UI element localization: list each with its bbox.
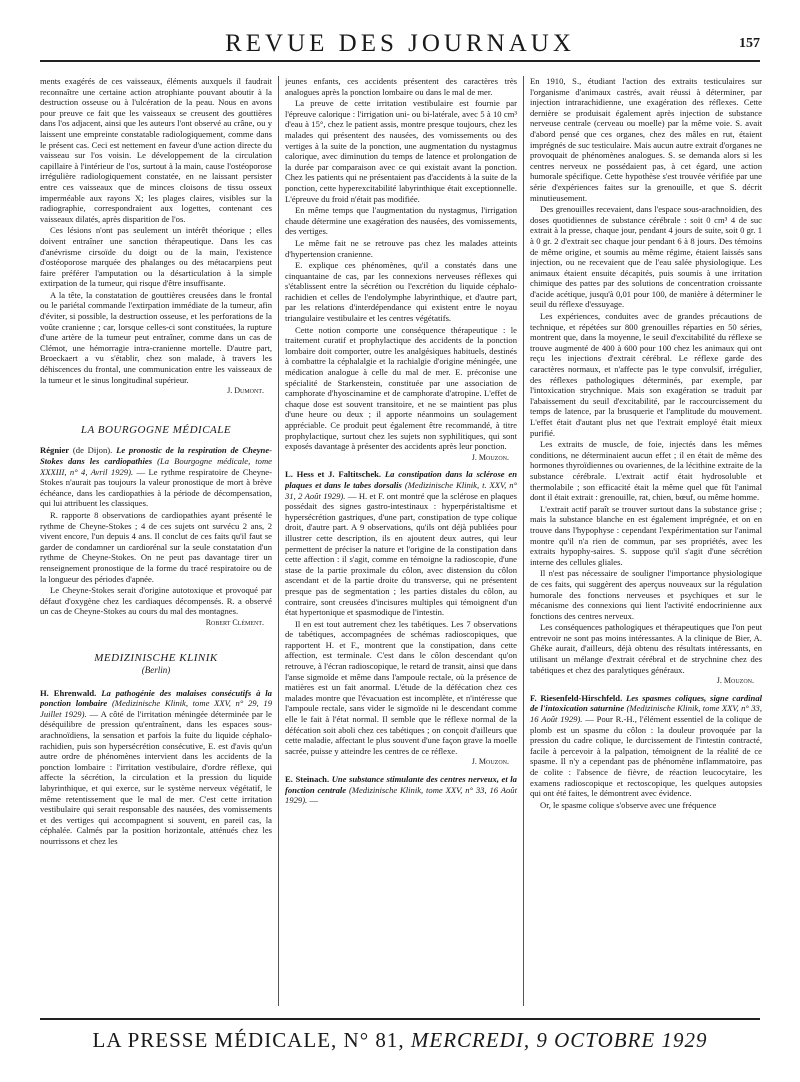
paragraph: A la tête, la constatation de gouttières creusées dans le frontal ou le pariétal commande l'extirpation immédiate de la tumeur, afin d'éviter, si possible, la destruction osseuse, et les perforations de la voûte cranienne ; car, lorsque celles-ci sont constituées, la rupture d'une artère de la tumeur peut entraîner, comme dans un cas de Clémot, une hémorragie intra-cranienne mortelle. D'autre part, Broeckaert a vu s'établir, chez son malade, à travers les déhiscences du frontal, une communication entre les vaisseaux de la tumeur et le sinus longitudinal supérieur.	[40, 289, 272, 385]
article-author: H. Ehrenwald.	[40, 687, 97, 698]
article-source: (Medizinische Klinik, tome XXV, n° 29, 19 Juillet 1929).	[40, 698, 272, 719]
article-title: La constipation dans la sclérose en plaques et dans le tabes dorsalis	[285, 469, 517, 490]
paragraph: Or, le spasme colique s'observe avec une fréquence	[540, 799, 717, 810]
article-heading	[40, 445, 272, 509]
paragraph: En 1910, S., étudiant l'action des extraits testiculaires sur l'organisme d'animaux castrés, avait réussi à déterminer, par injection intrarachidienne, une exagération des réflexes. Cette dernière se produisait également après injection de substance nerveuse centrale (cerveau ou moelle) par la même voie. S. avait d'abord pensé que ces organes, chez des mâles en rut, étaient imprégnés de suc testiculaire. Mais aucun autre extrait d'organes ne provoquait de phénomènes analogues. S. se demanda alors si les centres nerveux ne possédaient pas, à cet égard, une action humorale spécifique. Cette hypothèse s'est trouvée vérifiée par une série d'expériences faites sur la grenouille, et que S. décrit minutieusement.	[530, 76, 762, 203]
page-number: 157	[739, 36, 760, 51]
column-left	[40, 76, 272, 1006]
article-source: (Medizinische Klinik, tome XXV, n° 33, 16 Août 1929).	[285, 784, 517, 806]
paragraph: L'extrait actif paraît se trouver surtout dans la substance grise ; mais la substance blanche en est également imprégnée, et on en trouve dans l'hypophyse : cependant l'expérimentation sur l'animal montre qu'il n'a rien de commun, par ses propriétés, avec les extraits hypophy-saires. S. suppose qu'il s'agit d'une sécrétion interne des cellules gliales.	[530, 503, 762, 567]
column-middle	[285, 76, 517, 1006]
article-title: Les spasmes coliques, signe cardinal de l'intoxication saturnine	[530, 692, 762, 714]
paragraph: jeunes enfants, ces accidents présentent des caractères très analogues après la ponction lombaire ou dans le mal de mer.	[285, 76, 517, 97]
article-author: Régnier	[40, 445, 70, 456]
article-text: — A côté de l'irritation méningée déterminée par le déséquilibre de pression qu'entraînent, dans les espaces sous-arachnoïdiens, la sensation et parfois la fuite du liquide céphalo-rachidien, puis son hypersécrétion consécutive, E. est d'avis qu'un autre ordre de phénomènes intervient dans les accidents de la ponction lombaire : l'irritation vestibulaire, d'ordre réflexe, qui affecte la sécrétion, la circulation et la pression du liquide labyrinthique, et qui exerce, sur le système nerveux végétatif, le même retentissement que le mal de mer. C'est cette irritation vestibulaire qui serait responsable des nausées, des vomissements et des vertiges qui accompagnent si souvent, en pareil cas, la céphalée. Calmés par la position horizontale, atténués chez les nourrissons et chez les	[40, 708, 272, 846]
author-signature: J. Mouzon.	[471, 757, 509, 767]
journal-name: LA PRESSE MÉDICALE,	[92, 1028, 338, 1052]
text-columns	[40, 76, 762, 1006]
column-right	[530, 76, 762, 1006]
paragraph: ments exagérés de ces vaisseaux, éléments auxquels il faudrait reconnaître une certaine action atrophiante pouvant aboutir à la destruction osseuse ou à l'ulcération de la peau. Nous en avons pour preuve ce fait que les vaisseaux se creusent des gouttières dans l'os adjacent, ainsi que les auteurs l'ont observé au crâne, ou y laissent une empreinte constatable radiologiquement, comme dans le présent cas. Ceci est nettement en faveur d'une action directe du vaisseau sur l'os voisin. Le développement de la circulation capillaire à l'intérieur de l'os, surtout à la main, cause l'ostéoporose irrégulière radiologiquement constatée, en ne laissant persister entre ces vaisseaux que de minces cloisons de tissu osseux imperméable aux rayons X; les plages claires, visibles sur la radiographie, correspondraient aux logettes, contenant ces vaisseaux dilatés, après disparition de l'os.	[40, 76, 272, 224]
journal-section-title: MEDIZINISCHE KLINIK	[94, 651, 218, 664]
paragraph: La preuve de cette irritation vestibulaire est fournie par l'épreuve calorique : l'irrigation uni- ou bi-latérale, avec 5 à 10 cm³ d'eau à 15°, chez le patient assis, montre presque toujours, chez les malades qui présentent des nausées, des vomissements ou des vertiges à la suite de la ponction, une augmentation du nystagmus calorique, avec diminution du temps de latence et prolongation de la durée par comparaison avec ce qui existait avant la ponction. Chez les patients qui ne présentaient pas d'accidents à la suite de la ponction, cette hyperexcitabilité labyrinthique était exceptionnelle. L'épreuve du froid n'était pas modifiée.	[285, 98, 517, 204]
article-author: L. Hess et J. Faltitschek.	[285, 469, 382, 480]
paragraph: Il en est tout autrement chez les tabétiques. Les 7 observations de tabétiques, accompagnées de schémas radioscopiques, que rapportent H. et F., montrent que la constipation, dans cette affection, est terminale. C'est dans le côlon descendant qu'on retrouve, à l'écran radioscopique, le retard de transit, ainsi que dans l'anse sigmoïde et même dans l'ampoule rectale, où la présence de matières est un fait anormal. L'étude de la défécation chez ces malades montre que l'évacuation est incomplète, et n'intéresse que l'ampoule rectale, sans vider le sigmoïde ni le descendant comme elle le fait à l'état normal. Il semble que le réflexe normal de la défécation soit aboli chez ces tabétiques ; on conçoit d'ailleurs que cette maladie, affectant le plus souvent d'une façon grave la moelle sacrée, puisse y atteindre les centres de ce réflexe.	[285, 618, 517, 756]
column-rule	[278, 76, 279, 1006]
article-title: Le pronostic de la respiration de Cheyne-Stokes dans les cardiopathies	[40, 445, 272, 466]
article-text: — Le rythme respiratoire de Cheyne-Stokes n'aurait pas toujours la valeur pronostique de mort à brève échéance, dans les cardiopathies à la période de décompensation, qui lui attribuent les classiques.	[40, 466, 272, 509]
article-heading	[40, 688, 272, 847]
paragraph: R. rapporte 8 observations de cardiopathies ayant présenté le rythme de Cheyne-Stokes ; 4 de ces sujets ont survécu 2 ans, 2 vivent encore, l'un depuis 4 ans. Il conclut de ces faits qu'il faut se garder de condamner un cardiorénal sur la seule constatation d'un rythme de Cheyne-Stokes. On ne peut pas davantage tirer un renseignement pronostique de la forme du tracé respiratoire ou de la longueur des périodes d'apnée.	[40, 509, 272, 584]
article-heading	[530, 693, 762, 799]
paragraph: Les conséquences pathologiques et thérapeutiques que l'on peut entrevoir ne sont pas moins intéressantes. A la clinique de Bier, A. Ghéke aurait, d'ailleurs, déjà obtenu des résultats intéressants, en utilisant un mélange d'extrait cérébral et de strychnine chez des tabétiques et chez des paralytiques généraux.	[530, 622, 762, 675]
article-heading	[285, 774, 517, 806]
author-signature: J. Mouzon.	[471, 452, 509, 462]
column-rule	[523, 76, 524, 1006]
article-author: F. Riesenfeld-Hirschfeld.	[530, 692, 623, 703]
page-header	[40, 30, 760, 62]
paragraph: Les extraits de muscle, de foie, injectés dans les mêmes conditions, ne déterminaient aucun effet ; il en était de même des hormones thyroïdiennes ou ovariennes, de la lécithine extraite de la substance cérébrale. L'extrait actif était hydrosoluble et thermolabile ; son efficacité était la même quel que fût l'animal dont il était extrait : grenouille, rat, chien, bœuf, ou même homme.	[530, 439, 762, 503]
article-place: (de Dijon).	[72, 445, 113, 456]
footer-line	[40, 1028, 760, 1053]
journal-section-subtitle: (Berlin)	[141, 665, 171, 676]
issue-number: N° 81,	[343, 1028, 405, 1052]
paragraph: Les expériences, conduites avec de grandes précautions de technique, et répétées sur 800 grenouilles réparties en 50 séries, montrent que, dans la moyenne, le seuil d'excitabilité du réflexe se trouve augmenté de 400 à 600 pour 100 chez les animaux qui ont reçu les injections d'extrait cérébral. Le réflexe garde des caractères normaux, et n'affecte pas le type convulsif, irrégulier, des réflexes pathologiques déterminés, par exemple, par l'intoxication strychnique. Mais son exagération se traduit par l'abaissement du seuil d'excitabilité, par le raccourcissement du temps de latence, par la brusquerie et l'amplitude du mouvement. L'effet était d'autant plus net que l'extrait employé était mieux purifié.	[530, 311, 762, 438]
author-signature: Robert Clément.	[205, 617, 264, 627]
paragraph: Ces lésions n'ont pas seulement un intérêt théorique ; elles doivent entraîner une sanction thérapeutique. Dans les cas d'anévrisme cirsoïde du doigt ou de la main, l'existence d'ostéoporose marquée des phalanges ou des métacarpiens peut faire préférer l'amputation ou la désarticulation à la simple extirpation de la tumeur, qui risque d'être insuffisante.	[40, 225, 272, 289]
article-text: — Pour R.-H., l'élément essentiel de la colique de plomb est un spasme du côlon : la douleur provoquée par la pression du cadre colique, le durcissement de l'intestin contracté, facile à percevoir à la palpation, témoignent de la réalité de ce spasme. Il n'y a cependant pas de phénomène inflammatoire, pas de colite : l'absence de fièvre, de réaction leucocytaire, les examens radioscopique et rectoscopique, les quelques autopsies qui ont été faites, le démontrent avec évidence.	[530, 714, 762, 799]
paragraph: Le même fait ne se retrouve pas chez les malades atteints d'hypertension cranienne.	[285, 237, 517, 259]
page-footer	[40, 1018, 760, 1060]
paragraph: Cette notion comporte une conséquence thérapeutique : le traitement curatif et prophylactique des accidents de la ponction lombaire doit comporter, outre les analgésiques habituels, destinés à combattre la céphalalgie et la rachialgie d'origine méningée, une médication analogue à celle du mal de mer. E. préconise une spécialité de Starkenstein, constituée par une association de camphorate d'hyoscinamine et de camphorate d'atropine. L'effet de chaque dose est souvent transitoire, et ne se maintient pas plus d'une heure ou deux ; il apporte néanmoins un soulagement appréciable. Ce produit peut également être recommandé, à titre prophylactique, surtout chez les sujets non syphilitiques, qui sont exposés davantage à présenter des accidents après leur ponction.	[285, 324, 517, 452]
article-title: La pathogénie des malaises consécutifs à la ponction lombaire	[40, 687, 272, 709]
paragraph: En même temps que l'augmentation du nystagmus, l'irrigation chaude détermine une exagération des nausées, des vomissements, des vertiges.	[285, 205, 517, 237]
article-source: (La Bourgogne médicale, tome XXXIII, n° 4, Avril 1929).	[40, 456, 272, 477]
paragraph: Des grenouilles recevaient, dans l'espace sous-arachnoïdien, des doses quotidiennes de substance cérébrale : soit 0 cm³ 4 de suc extrait à la presse, chaque jour, pendant 4 jours de suite, soit 0 gr. 1 à 0 gr. 2 d'extrait sec chaque jour pendant 6 à 8 jours. Des témoins de même origine, et soumis au même régime, étaient laissés sans injection, ou ne recevaient que de l'eau salée physiologique. Les animaux étaient ensuite décapités, puis soumis à une irritation chimique des pattes par des solutions de concentration croissante d'acide acétique, jusqu'à 0,01 pour 100, de manière à déterminer le seuil du réflexe d'essuyage.	[530, 204, 762, 310]
author-signature: J. Mouzon.	[716, 676, 754, 686]
issue-date: MERCREDI, 9 OCTOBRE 1929	[410, 1028, 708, 1052]
author-signature: J. Dumont.	[227, 386, 264, 396]
paragraph: Le Cheyne-Stokes serait d'origine autotoxique et provoqué par défaut d'oxygène chez les cardiaques décompensés. R. a observé un cas de Cheyne-Stokes au cours du mal des montagnes.	[40, 585, 272, 617]
paragraph: E. explique ces phénomènes, qu'il a constatés dans une cinquantaine de cas, par les connexions nerveuses réflexes qui s'établissent entre la sécrétion ou l'excrétion du liquide céphalo-rachidien et celles de l'endolymphe labyrinthique, et d'autre part, par les relations d'interdépendance qui existent entre le noyau triangulaire vestibulaire et les centres végétatifs.	[285, 260, 517, 324]
article-text: — H. et F. ont montré que la sclérose en plaques possédait des signes gastro-intestinaux : hyperpéristaltisme et hypersécrétion gastriques, d'une part, constipation de type colique droit, d'autre part. A 9 observations, qu'ils ont déjà publiées pour illustrer cette description, ils en ajoutent deux autres, qui leur permettent de préciser la nature et l'origine de la constipation dans cette affection : il s'agit, comme en témoigne la radioscopie, d'une stase de la partie proximale du côlon, avec distension du côlon ascendant et de la partie droite du transverse, qui ne présentent presque pas de segmentation ; les parties distales du côlon, au contraire, sont creusées d'incisures multiples qui témoignent d'un état hypertonique et spasmodique de l'intestin.	[285, 490, 517, 618]
paragraph: Il n'est pas nécessaire de souligner l'importance physiologique de ces faits, qui suggèrent des aperçus nouveaux sur la régulation humorale des fonctions nerveuses et psychiques et sur le mécanisme des connexions qui lient l'activité endocrinienne aux fonctions des centres nerveux.	[530, 568, 762, 621]
article-text: —	[309, 795, 318, 806]
article-source: (Medizinische Klinik, t. XXV, n° 31, 2 Août 1929).	[285, 479, 517, 501]
article-source: (Medizinische Klinik, tome XXV, n° 33, 16 Août 1929).	[530, 703, 762, 725]
running-title: REVUE DES JOURNAUX	[225, 30, 575, 57]
article-heading	[285, 469, 517, 617]
journal-section-title: LA BOURGOGNE MÉDICALE	[80, 423, 232, 436]
article-title: Une substance stimulante des centres nerveux, et la fonction centrale	[285, 774, 517, 795]
article-author: E. Steinach.	[285, 774, 330, 784]
